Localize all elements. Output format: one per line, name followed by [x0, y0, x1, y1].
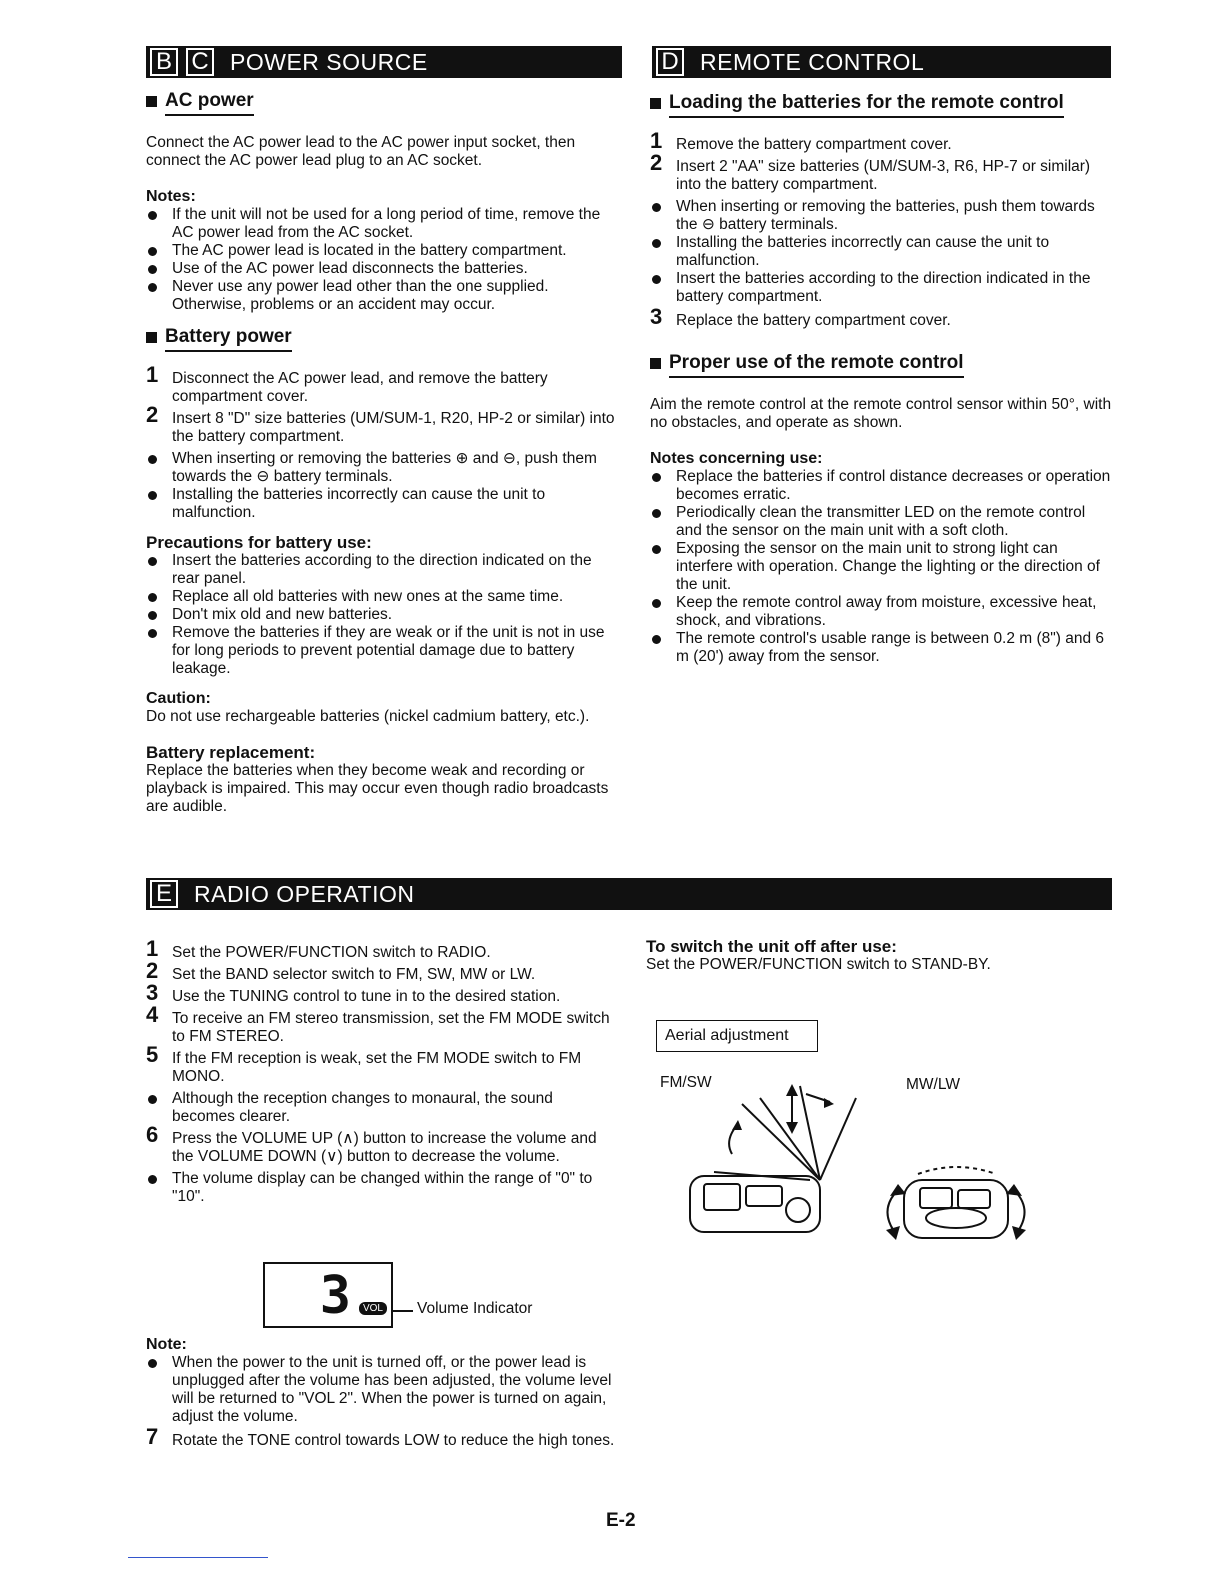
list-item: Although the reception changes to monaural, the sound becomes clearer.	[146, 1090, 616, 1126]
list-item: 2 Insert 8 "D" size batteries (UM/SUM-1, R20, HP-2 or similar) into the battery compartment.	[146, 402, 615, 445]
page-number: E-2	[606, 1510, 636, 1531]
list-item: Periodically clean the transmitter LED on the remote control and the sensor on the main unit with a soft cloth.	[650, 504, 1112, 540]
list-item: Insert the batteries according to the direction indicated in the battery compartment.	[650, 270, 1112, 306]
list-item: Replace all old batteries with new ones at the same time.	[146, 588, 618, 606]
list-item: Insert the batteries according to the direction indicated on the rear panel.	[146, 552, 618, 588]
battery-replacement-heading: Battery replacement:	[146, 743, 316, 762]
list-item: Use of the AC power lead disconnects the batteries.	[146, 260, 618, 278]
switch-off-text: Set the POWER/FUNCTION switch to STAND-BY.	[646, 956, 991, 973]
list-item: 1 Set the POWER/FUNCTION switch to RADIO.	[146, 936, 491, 961]
remote-control-column	[650, 92, 1112, 666]
aerial-adjustment-box: Aerial adjustment	[656, 1020, 818, 1052]
notes-heading: Notes:	[146, 188, 196, 205]
fm-sw-label: FM/SW	[660, 1074, 712, 1091]
radio-steps	[146, 936, 616, 1086]
section-letter-e: E	[150, 880, 178, 908]
list-item: 5 If the FM reception is weak, set the FM MODE switch to FM MONO.	[146, 1042, 582, 1085]
volume-indicator-leader	[393, 1310, 413, 1312]
list-item: 1 Remove the battery compartment cover.	[650, 128, 952, 153]
section-title-radio-operation: RADIO OPERATION	[194, 880, 415, 907]
vol-badge: VOL	[359, 1302, 387, 1315]
switch-off-heading: To switch the unit off after use:	[646, 937, 897, 956]
battery-replacement-text: Replace the batteries when they become weak and recording or playback is impaired. This may occur even though radio broadcasts are audible.	[146, 762, 609, 815]
mw-lw-label: MW/LW	[906, 1076, 960, 1093]
list-item: 7 Rotate the TONE control towards LOW to reduce the high tones.	[146, 1424, 615, 1449]
note-list	[146, 1354, 616, 1426]
section-header-remote-control	[652, 46, 1111, 78]
ac-power-heading: AC power	[146, 90, 618, 116]
list-item: 2 Insert 2 "AA" size batteries (UM/SUM-3, R6, HP-7 or similar) into the battery compartment.	[650, 150, 1091, 193]
list-item: Installing the batteries incorrectly can cause the unit to malfunction.	[650, 234, 1112, 270]
list-item: 3 Use the TUNING control to tune in to the desired station.	[146, 980, 561, 1005]
radio-bullet-volume-range	[146, 1170, 616, 1206]
list-item: 3 Replace the battery compartment cover.	[650, 304, 951, 329]
section-title-power-source: POWER SOURCE	[230, 48, 428, 75]
precautions-heading: Precautions for battery use:	[146, 533, 372, 552]
volume-indicator-label: Volume Indicator	[417, 1300, 533, 1317]
footer-rule	[128, 1557, 268, 1558]
precautions-list	[146, 552, 618, 678]
caution-text: Do not use rechargeable batteries (nickel cadmium battery, etc.).	[146, 708, 590, 725]
section-header-radio-operation	[146, 878, 1112, 910]
section-letter-b: B	[150, 48, 178, 76]
volume-display	[263, 1262, 393, 1328]
loading-batteries-heading: Loading the batteries for the remote control	[650, 92, 1112, 118]
list-item: Keep the remote control away from moisture, excessive heat, shock, and vibrations.	[650, 594, 1112, 630]
list-item: 2 Set the BAND selector switch to FM, SW, MW or LW.	[146, 958, 536, 983]
volume-digit: 3	[319, 1266, 351, 1326]
list-item: When inserting or removing the batteries, push them towards the ⊖ battery terminals.	[650, 198, 1112, 234]
section-header-power-source	[146, 46, 622, 78]
loading-bullets	[650, 198, 1112, 306]
radio-steps-volume	[146, 1122, 616, 1166]
list-item: When the power to the unit is turned off, or the power lead is unplugged after the volume has been adjusted, the volume level will be returned to "VOL 2". When the power is turned on again, adjust the volume.	[146, 1354, 616, 1426]
list-item: 1 Disconnect the AC power lead, and remove the battery compartment cover.	[146, 362, 548, 405]
battery-steps	[146, 362, 618, 446]
list-item: If the unit will not be used for a long period of time, remove the AC power lead from the AC socket.	[146, 206, 618, 242]
radio-bullet-mono	[146, 1090, 616, 1126]
aerial-fm-sw-illustration	[680, 1084, 880, 1244]
list-item: 4 To receive an FM stereo transmission, set the FM MODE switch to FM STEREO.	[146, 1002, 610, 1045]
list-item: When inserting or removing the batteries ⊕ and ⊖, push them towards the ⊖ battery terminals.	[146, 450, 618, 486]
proper-use-heading: Proper use of the remote control	[650, 352, 1112, 378]
section-letter-c: C	[186, 48, 214, 76]
list-item: The AC power lead is located in the battery compartment.	[146, 242, 618, 260]
radio-operation-column	[146, 936, 616, 1206]
battery-bullets	[146, 450, 618, 522]
list-item: Remove the batteries if they are weak or if the unit is not in use for long periods to prevent potential damage due to battery leakage.	[146, 624, 618, 678]
section-letter-d: D	[656, 48, 684, 76]
proper-use-text: Aim the remote control at the remote control sensor within 50°, with no obstacles, and operate as shown.	[650, 396, 1112, 431]
radio-note-column	[146, 1330, 616, 1454]
list-item: The volume display can be changed within the range of "0" to "10".	[146, 1170, 616, 1206]
list-item: Exposing the sensor on the main unit to strong light can interfere with operation. Change the lighting or the direction of the unit.	[650, 540, 1112, 594]
note-heading: Note:	[146, 1336, 187, 1353]
list-item: Installing the batteries incorrectly can cause the unit to malfunction.	[146, 486, 618, 522]
aerial-mw-lw-illustration	[868, 1160, 1048, 1250]
list-item: The remote control's usable range is between 0.2 m (8") and 6 m (20') away from the sensor.	[650, 630, 1112, 666]
ac-power-text: Connect the AC power lead to the AC power input socket, then connect the AC power lead plug to an AC socket.	[146, 134, 576, 169]
notes-concerning-use-heading: Notes concerning use:	[650, 450, 823, 467]
notes-list	[146, 206, 618, 314]
section-title-remote-control: REMOTE CONTROL	[700, 48, 925, 75]
list-item: Never use any power lead other than the one supplied. Otherwise, problems or an accident may occur.	[146, 278, 618, 314]
list-item: Don't mix old and new batteries.	[146, 606, 618, 624]
power-source-column	[146, 90, 618, 820]
remote-notes-list	[650, 468, 1112, 666]
radio-steps-tone	[146, 1424, 616, 1450]
loading-steps	[650, 128, 1112, 194]
list-item: 6 Press the VOLUME UP (∧) button to increase the volume and the VOLUME DOWN (∨) button to decrease the volume.	[146, 1122, 597, 1165]
battery-power-heading: Battery power	[146, 326, 618, 352]
switch-off-column	[646, 938, 1106, 978]
caution-heading: Caution:	[146, 690, 211, 707]
loading-steps-final	[650, 304, 1112, 330]
list-item: Replace the batteries if control distance decreases or operation becomes erratic.	[650, 468, 1112, 504]
